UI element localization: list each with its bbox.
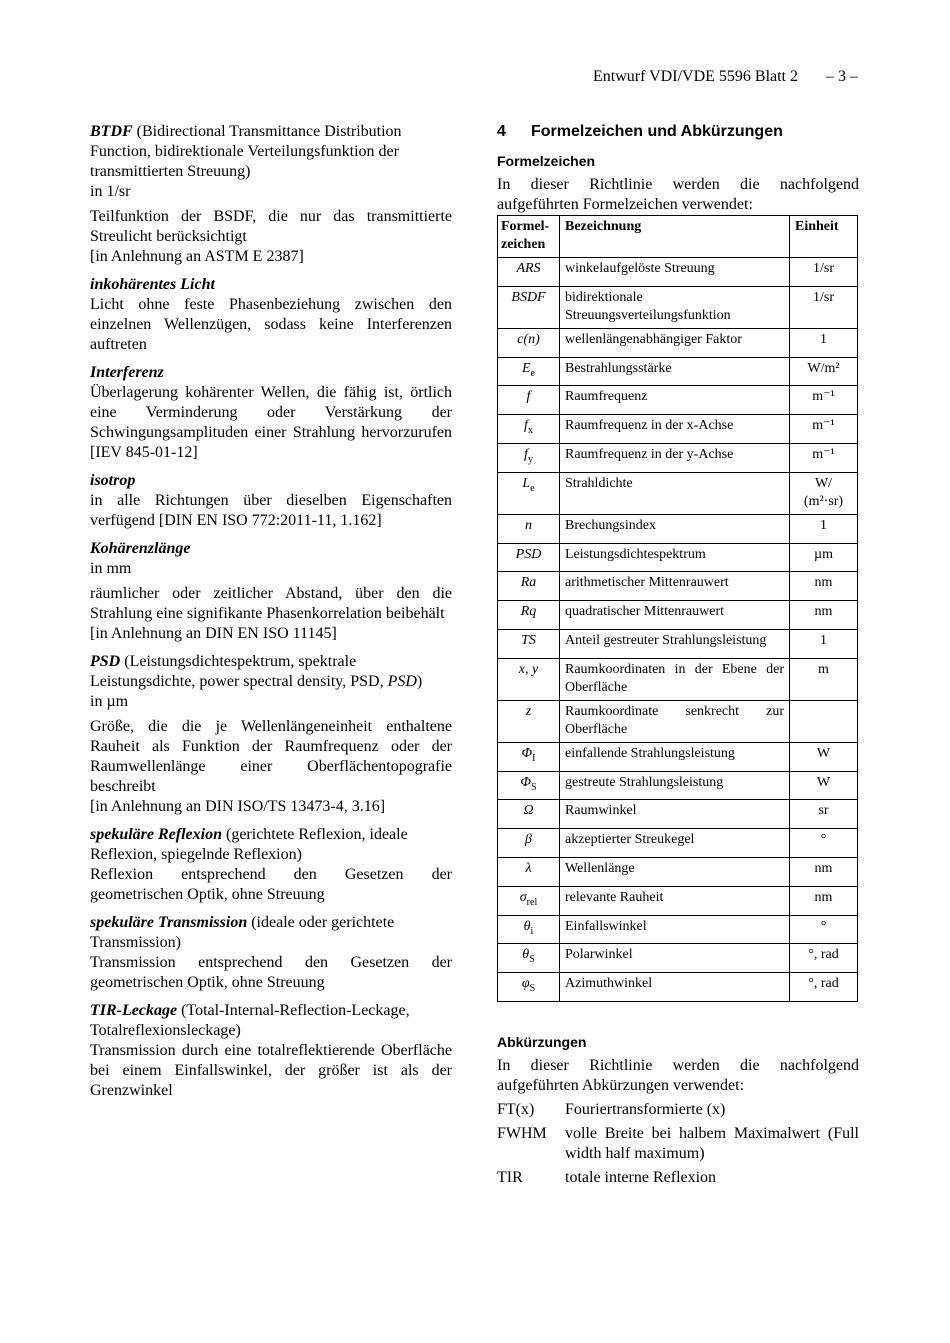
- symbol: f: [524, 446, 528, 462]
- table-row: [498, 700, 858, 742]
- description-cell: Raumfrequenz in der x-Achse: [560, 415, 790, 444]
- unit-cell: nm: [790, 601, 858, 630]
- symbols-table: [497, 215, 858, 1002]
- table-row: [498, 357, 858, 386]
- symbol-subscript: e: [530, 482, 535, 494]
- symbol-cell: [498, 328, 560, 357]
- description-cell: Azimuthwinkel: [560, 973, 790, 1002]
- table-row: [498, 742, 858, 771]
- symbol: θ: [523, 918, 531, 934]
- symbol-cell: [498, 386, 560, 415]
- unit-cell: 1: [790, 629, 858, 658]
- symbol-subscript: I: [532, 752, 536, 764]
- symbol: BSDF: [511, 289, 546, 305]
- unit-cell: W/m²: [790, 357, 858, 386]
- symbol-cell: [498, 286, 560, 328]
- term-extra-end: ): [416, 673, 423, 690]
- symbol: Ra: [520, 575, 537, 591]
- symbol-cell: [498, 700, 560, 742]
- description-cell: winkelaufgelöste Streuung: [560, 258, 790, 287]
- description-cell: Strahldichte: [560, 472, 790, 514]
- term-unit: in mm: [90, 560, 132, 577]
- unit-cell: m⁻¹: [790, 415, 858, 444]
- symbol-subscript: S: [531, 781, 537, 793]
- definition-entry: [90, 275, 452, 355]
- symbol: L: [522, 475, 531, 491]
- table-row: [498, 286, 858, 328]
- table-row: [498, 514, 858, 543]
- term-extra-italic: PSD: [387, 673, 417, 690]
- symbol: Φ: [520, 774, 532, 790]
- definition-entry: [90, 652, 452, 817]
- section-number: 4: [497, 123, 506, 140]
- symbol: x, y: [518, 661, 539, 677]
- table-row: [498, 386, 858, 415]
- symbol: Ω: [523, 803, 534, 819]
- definitions-column: [90, 122, 452, 1109]
- term-extra: (ideale oder gerichtete Transmission): [90, 914, 395, 951]
- term-unit: in 1/sr: [90, 183, 131, 200]
- symbol-cell: [498, 886, 560, 915]
- term: Kohärenzlänge: [90, 540, 191, 557]
- table-row: [498, 572, 858, 601]
- description-cell: Einfallswinkel: [560, 915, 790, 944]
- symbol-cell: [498, 658, 560, 700]
- abbreviations-intro: In dieser Richtlinie werden die nachfolgend aufgeführten Abkürzungen verwendet:: [497, 1056, 859, 1094]
- unit-cell: °: [790, 829, 858, 858]
- term: TIR-Leckage: [90, 1002, 178, 1019]
- symbol: Rq: [520, 604, 537, 620]
- symbols-column: [497, 122, 859, 1188]
- abbreviations-list: [497, 1100, 859, 1188]
- definition-entry: [90, 363, 452, 463]
- unit-cell: nm: [790, 886, 858, 915]
- page-number: – 3 –: [826, 68, 858, 85]
- symbols-intro: In dieser Richtlinie werden die nachfolgend aufgeführten Formelzeichen verwendet:: [497, 176, 859, 213]
- abbreviation-value: volle Breite bei halbem Maximalwert (Full width half maximum): [565, 1124, 859, 1162]
- description-cell: quadratischer Mittenrauwert: [560, 601, 790, 630]
- term-reference: [in Anlehnung an DIN ISO/TS 13473-4, 3.16]: [90, 798, 386, 815]
- symbol-cell: [498, 857, 560, 886]
- symbol-cell: [498, 514, 560, 543]
- symbols-table-body: [498, 258, 858, 1002]
- description-cell: Raumwinkel: [560, 800, 790, 829]
- description-cell: einfallende Strahlungsleistung: [560, 742, 790, 771]
- header-unit: Einheit: [790, 216, 858, 258]
- unit-cell: 1/sr: [790, 258, 858, 287]
- table-row: [498, 658, 858, 700]
- definition-entry: [90, 122, 452, 267]
- definition-entry: [90, 1001, 452, 1101]
- symbol-cell: [498, 829, 560, 858]
- description-cell: Raumfrequenz: [560, 386, 790, 415]
- symbol-cell: [498, 629, 560, 658]
- term-definition: in alle Richtungen über dieselben Eigenschaften verfügend [DIN EN ISO 772:2011-11, 1.162]: [90, 492, 452, 529]
- term-definition: Transmission durch eine totalreflektierende Oberfläche bei einem Einfallswinkel, der größer ist als der Grenzwinkel: [90, 1042, 452, 1099]
- symbol-cell: [498, 572, 560, 601]
- section-heading: [497, 122, 859, 142]
- abbreviation-item: [497, 1168, 859, 1188]
- table-row: [498, 771, 858, 800]
- term-reference: [in Anlehnung an ASTM E 2387]: [90, 248, 304, 265]
- definition-entry: [90, 913, 452, 993]
- symbol-cell: [498, 415, 560, 444]
- table-row: [498, 543, 858, 572]
- term-definition: Reflexion entsprechend den Gesetzen der geometrischen Optik, ohne Streuung: [90, 866, 452, 903]
- abbreviation-key: FT(x): [497, 1100, 535, 1118]
- term-definition: räumlicher oder zeitlicher Abstand, über den die Strahlung eine signifikante Phasenkorrelation beibehält: [90, 585, 452, 622]
- symbol: ARS: [516, 261, 541, 276]
- unit-cell: [790, 700, 858, 742]
- description-cell: Raumfrequenz in der y-Achse: [560, 443, 790, 472]
- table-row: [498, 258, 858, 287]
- unit-cell: 1/sr: [790, 286, 858, 328]
- section-title: Formelzeichen und Abkürzungen: [531, 123, 783, 140]
- header-symbol: Formel-zeichen: [498, 216, 560, 258]
- symbol-subscript: rel: [526, 896, 538, 908]
- unit-cell: °, rad: [790, 973, 858, 1002]
- definition-entry: [90, 471, 452, 531]
- table-row: [498, 829, 858, 858]
- abbreviations-heading: Abkürzungen: [497, 1033, 587, 1050]
- symbol-cell: [498, 543, 560, 572]
- symbol: φ: [521, 976, 530, 992]
- table-row: [498, 443, 858, 472]
- abbreviation-value: Fouriertransformierte (x): [565, 1100, 726, 1118]
- symbol-subscript: x: [527, 424, 533, 436]
- unit-cell: m⁻¹: [790, 386, 858, 415]
- symbol: f: [526, 389, 531, 405]
- page-header: [593, 68, 858, 86]
- header-description: Bezeichnung: [560, 216, 790, 258]
- table-row: [498, 944, 858, 973]
- table-row: [498, 328, 858, 357]
- symbols-heading: Formelzeichen: [497, 153, 596, 169]
- description-cell: Raumkoordinaten in der Ebene der Oberfläche: [560, 658, 790, 700]
- description-cell: akzeptierter Streukegel: [560, 829, 790, 858]
- term-extra: (gerichtete Reflexion, ideale Reflexion, spiegelnde Reflexion): [90, 826, 408, 863]
- term: BTDF: [90, 123, 133, 140]
- abbreviation-key: FWHM: [497, 1124, 547, 1142]
- symbol: z: [525, 703, 532, 719]
- term: PSD: [90, 653, 121, 670]
- symbol-cell: [498, 443, 560, 472]
- unit-cell: nm: [790, 572, 858, 601]
- description-cell: Bestrahlungsstärke: [560, 357, 790, 386]
- symbol: E: [521, 360, 531, 376]
- symbol: θ: [522, 947, 530, 963]
- description-cell: relevante Rauheit: [560, 886, 790, 915]
- term-definition: Größe, die die je Wellenlängeneinheit enthaltene Rauheit als Funktion der Raumfrequenz oder der Raumwellenlänge einer Oberflächentopografie beschreibt: [90, 718, 452, 795]
- unit-cell: W: [790, 771, 858, 800]
- document-title: Entwurf VDI/VDE 5596 Blatt 2: [592, 68, 798, 85]
- table-row: [498, 973, 858, 1002]
- term: inkohärentes Licht: [90, 276, 215, 293]
- unit-cell: sr: [790, 800, 858, 829]
- description-cell: Leistungsdichtespektrum: [560, 543, 790, 572]
- table-row: [498, 915, 858, 944]
- abbreviation-item: [497, 1124, 859, 1164]
- unit-cell: W/ (m²·sr): [790, 472, 858, 514]
- symbol-cell: [498, 258, 560, 287]
- symbol: c(n): [517, 331, 540, 347]
- symbol: f: [524, 418, 528, 434]
- abbreviation-value: totale interne Reflexion: [565, 1168, 717, 1186]
- symbol-subscript: S: [529, 982, 536, 994]
- table-row: [498, 857, 858, 886]
- symbol-subscript: S: [529, 954, 535, 966]
- unit-cell: m: [790, 658, 858, 700]
- term-extra: (Leistungsdichtespektrum, spektrale Leistungsdichte, power spectral density, PSD,: [90, 653, 388, 690]
- unit-cell: W: [790, 742, 858, 771]
- term: Interferenz: [90, 364, 164, 381]
- symbol: λ: [525, 860, 532, 876]
- term-definition: Überlagerung kohärenter Wellen, die fähig ist, örtlich eine Verminderung oder Verstärkung der Schwingungsamplituden einer Strahlung hervorzurufen [IEV 845-01-12]: [90, 384, 452, 461]
- description-cell: bidirektionale Streuungsverteilungsfunktion: [560, 286, 790, 328]
- term-definition: Transmission entsprechend den Gesetzen der geometrischen Optik, ohne Streuung: [90, 954, 452, 991]
- symbol-subscript: y: [527, 453, 533, 465]
- description-cell: arithmetischer Mittenrauwert: [560, 572, 790, 601]
- term-extra: (Bidirectional Transmittance Distribution Function, bidirektionale Verteilungsfunktion der transmittierten Streuung): [90, 123, 402, 180]
- term: isotrop: [90, 472, 136, 489]
- symbol-cell: [498, 357, 560, 386]
- description-cell: wellenlängenabhängiger Faktor: [560, 328, 790, 357]
- unit-cell: m⁻¹: [790, 443, 858, 472]
- symbol-cell: [498, 771, 560, 800]
- table-row: [498, 415, 858, 444]
- description-cell: Wellenlänge: [560, 857, 790, 886]
- symbol-subscript: e: [530, 367, 535, 379]
- symbol: β: [525, 832, 532, 848]
- definition-entry: [90, 825, 452, 905]
- abbreviation-key: TIR: [497, 1168, 523, 1186]
- term-reference: [in Anlehnung an DIN EN ISO 11145]: [90, 625, 337, 642]
- symbol-cell: [498, 915, 560, 944]
- symbol: σ: [519, 889, 527, 905]
- description-cell: Raumkoordinate senkrecht zur Oberfläche: [560, 700, 790, 742]
- term: spekuläre Transmission: [90, 914, 248, 931]
- term-unit: in µm: [90, 693, 129, 710]
- table-row: [498, 800, 858, 829]
- table-row: [498, 601, 858, 630]
- symbol: n: [525, 517, 532, 533]
- symbol-cell: [498, 742, 560, 771]
- term-definition: Teilfunktion der BSDF, die nur das transmittierte Streulicht berücksichtigt: [90, 208, 452, 245]
- term: spekuläre Reflexion: [90, 826, 222, 843]
- table-header-row: [498, 216, 858, 258]
- table-row: [498, 472, 858, 514]
- symbol-cell: [498, 973, 560, 1002]
- unit-cell: 1: [790, 514, 858, 543]
- description-cell: Polarwinkel: [560, 944, 790, 973]
- unit-cell: nm: [790, 857, 858, 886]
- table-row: [498, 629, 858, 658]
- unit-cell: °, rad: [790, 944, 858, 973]
- unit-cell: 1: [790, 328, 858, 357]
- symbol-subscript: i: [530, 925, 534, 937]
- symbol-cell: [498, 601, 560, 630]
- unit-cell: µm: [790, 543, 858, 572]
- definition-entry: [90, 539, 452, 644]
- description-cell: Brechungsindex: [560, 514, 790, 543]
- symbol: PSD: [515, 546, 542, 562]
- description-cell: gestreute Strahlungsleistung: [560, 771, 790, 800]
- symbol-cell: [498, 800, 560, 829]
- table-row: [498, 886, 858, 915]
- abbreviation-item: [497, 1100, 859, 1120]
- term-definition: Licht ohne feste Phasenbeziehung zwischen den einzelnen Wellenzügen, sodass keine Interferenzen auftreten: [90, 296, 452, 353]
- term-extra: (Total-Internal-Reflection-Leckage, Totalreflexionsleckage): [90, 1002, 410, 1039]
- symbol: TS: [521, 632, 536, 648]
- symbol: Φ: [521, 745, 533, 761]
- unit-cell: °: [790, 915, 858, 944]
- symbol-cell: [498, 472, 560, 514]
- description-cell: Anteil gestreuter Strahlungsleistung: [560, 629, 790, 658]
- symbol-cell: [498, 944, 560, 973]
